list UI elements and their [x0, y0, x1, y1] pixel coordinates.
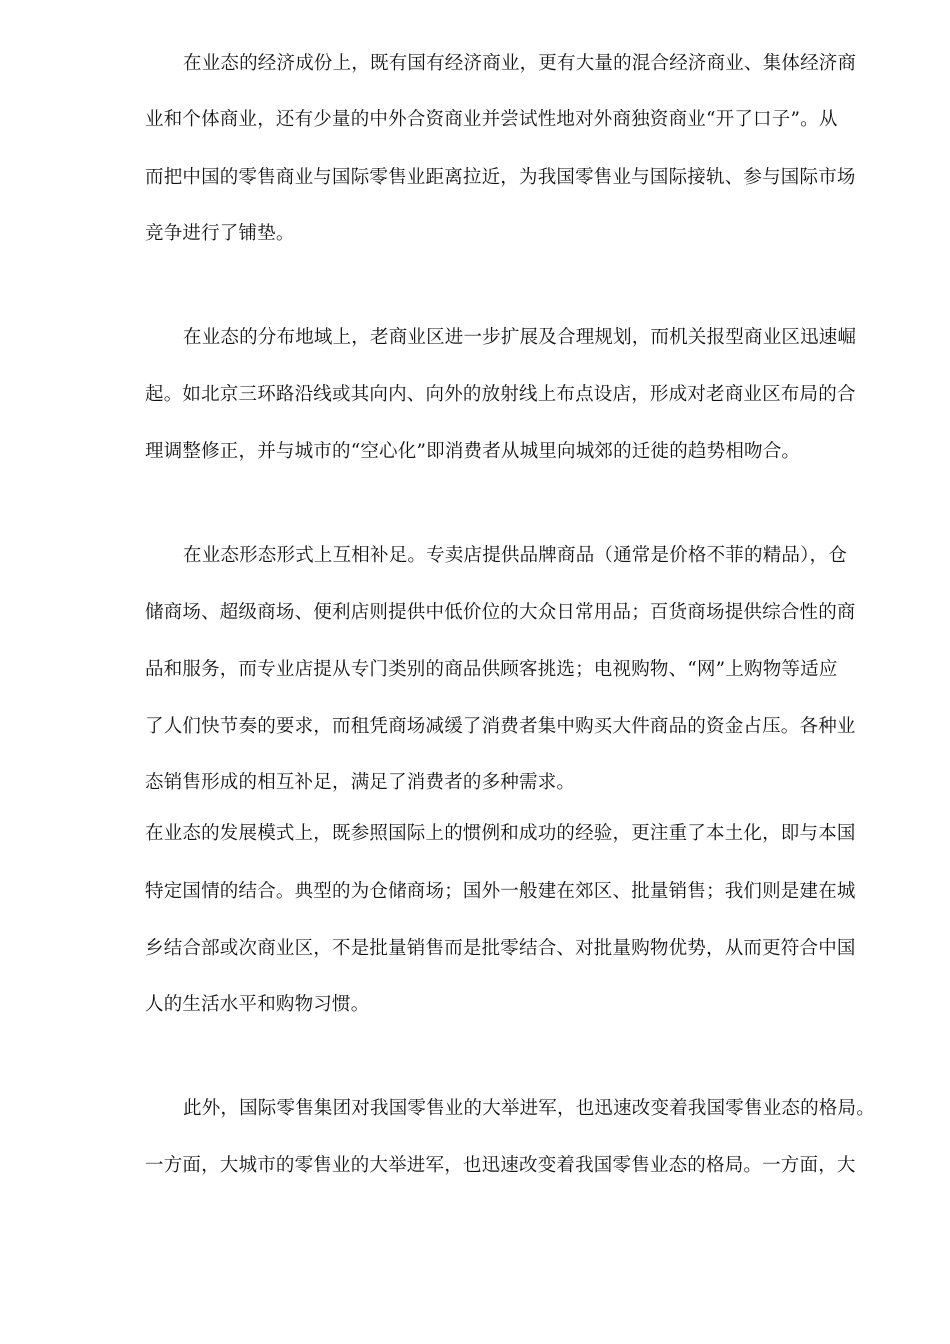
- paragraph-5-line-1: 此外，国际零售集团对我国零售业的大举进军，也迅速改变着我国零售业态的格局。: [183, 1098, 875, 1119]
- paragraph-4-line-1: 在业态的发展模式上，既参照国际上的惯例和成功的经验，更注重了本土化，即与本国: [145, 823, 856, 844]
- paragraph-1-line-2: 业和个体商业，还有少量的中外合资商业并尝试性地对外商独资商业“开了口子”。从: [145, 109, 838, 130]
- paragraph-4-line-3: 乡结合部或次商业区，不是批量销售而是批零结合、对批量购物优势，从而更符合中国: [145, 938, 856, 959]
- paragraph-3-line-3: 品和服务，而专业店提从专门类别的商品供顾客挑选；电视购物、“网”上购物等适应: [145, 659, 838, 680]
- paragraph-1-line-3: 而把中国的零售商业与国际零售业距离拉近，为我国零售业与国际接轨、参与国际市场: [145, 167, 856, 188]
- paragraph-3-line-1: 在业态形态形式上互相补足。专卖店提供品牌商品（通常是价格不菲的精品），仓: [183, 545, 847, 566]
- paragraph-4-line-2: 特定国情的结合。典型的为仓储商场；国外一般建在郊区、批量销售；我们则是建在城: [145, 881, 856, 902]
- paragraph-3-line-2: 储商场、超级商场、便利店则提供中低价位的大众日常用品；百货商场提供综合性的商: [145, 602, 856, 623]
- paragraph-5-line-2: 一方面，大城市的零售业的大举进军，也迅速改变着我国零售业态的格局。一方面，大: [145, 1155, 856, 1176]
- paragraph-1-line-4: 竞争进行了铺垫。: [145, 223, 295, 244]
- paragraph-3-line-4: 了人们快节奏的要求，而租凭商场减缓了消费者集中购买大件商品的资金占压。各种业: [145, 716, 856, 737]
- paragraph-3-line-5: 态销售形成的相互补足，满足了消费者的多种需求。: [145, 772, 576, 793]
- paragraph-2-line-2: 起。如北京三环路沿线或其向内、向外的放射线上布点设店，形成对老商业区布局的合: [145, 384, 856, 405]
- paragraph-1-line-1: 在业态的经济成份上，既有国有经济商业，更有大量的混合经济商业、集体经济商: [183, 53, 857, 74]
- paragraph-2-line-3: 理调整修正，并与城市的“空心化”即消费者从城里向城郊的迁徙的趋势相吻合。: [145, 441, 801, 462]
- paragraph-4-line-4: 人的生活水平和购物习惯。: [145, 994, 370, 1015]
- paragraph-2-line-1: 在业态的分布地域上，老商业区进一步扩展及合理规划，而机关报型商业区迅速崛: [183, 327, 857, 348]
